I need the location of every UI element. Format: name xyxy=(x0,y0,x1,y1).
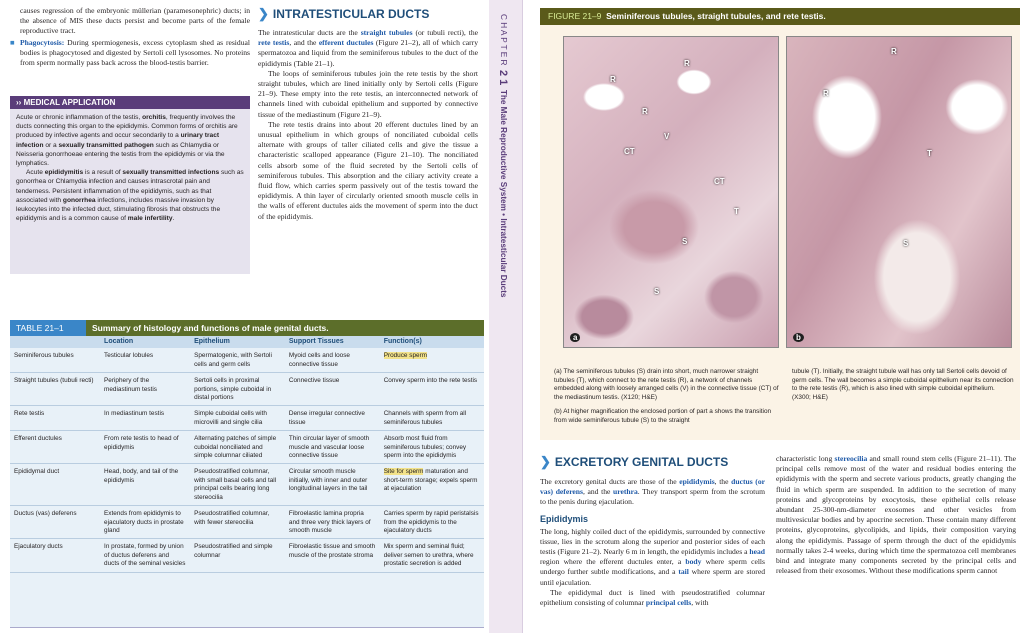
table-row xyxy=(10,506,484,539)
table-cell: Convey sperm into the rete testis xyxy=(380,373,484,406)
figure-21-9 xyxy=(540,8,1020,440)
table-cell: Alternating patches of simple cuboidal nonciliated and simple columnar ciliated xyxy=(190,431,285,464)
table-row xyxy=(10,464,484,506)
paragraph: The rete testis drains into about 20 efferent ductules lined by an unusual epithelium in which groups of nonciliated cuboidal cells alternate with groups of taller ciliated cells and give the tissue a characteristic scalloped appearance (Figure 21–10). The nonciliated cells absorb some of the fluid secreted by the Sertoli cells of seminiferous tubules. This absorption and the ciliary activity create a fluid flow, which carries sperm passively out of the testis toward the epididymis. A thin layer of circularly oriented smooth muscle cells in the walls of efferent ductules aids the movement of sperm into the duct of the epididymis. xyxy=(258,119,478,221)
table-title: Summary of histology and functions of male genital ducts. xyxy=(86,320,484,336)
column-header: Epithelium xyxy=(190,336,285,348)
table-row xyxy=(10,348,484,372)
table-cell: Thin circular layer of smooth muscle and vascular loose connective tissue xyxy=(285,431,380,464)
table-cell: Sertoli cells in proximal portions, simple cuboidal in distal portions xyxy=(190,373,285,406)
term: Phagocytosis: xyxy=(20,37,65,47)
table-cell: Epididymal duct xyxy=(10,464,100,506)
table-cell: Periphery of the mediastinum testis xyxy=(100,373,190,406)
caption-b: (b) At higher magnification the enclosed portion of part a shows the transition from wide seminiferous tubule (S) to the straight xyxy=(554,408,772,424)
table-row xyxy=(10,431,484,464)
table-cell: Absorb most fluid from seminiferous tubules; convey sperm into the epididymis xyxy=(380,431,484,464)
paragraph: causes regression of the embryonic müllerian (paramesonephric) ducts; in the absence of MIS these ducts persist and become parts of the female reproductive tract. xyxy=(20,6,250,36)
table-cell: Connective tissue xyxy=(285,373,380,406)
section-heading: ❯ EXCRETORY GENITAL DUCTS xyxy=(540,454,729,469)
column-header: Location xyxy=(100,336,190,348)
micrograph-b: R R T S b xyxy=(786,36,1012,348)
medical-paragraph-2: Acute epididymitis is a result of sexually transmitted infections such as gonorrhea or Chlamydia infection and causes intrascrotal pain and tenderness. Persistent inflammation of the epididymis, such as that associated with gonorrhea infections, includes massive invasion by leukocytes into the infected duct, stimulating fibrosis that obstructs the epididymis and is a common cause of male infertility. xyxy=(16,169,244,223)
table-cell: Testicular lobules xyxy=(100,348,190,372)
table-row xyxy=(10,373,484,406)
table-title-bar xyxy=(10,320,484,336)
intratesticular-section xyxy=(258,6,478,222)
chevron-icon: ❯ xyxy=(540,454,551,469)
table-cell: Channels with sperm from all seminiferous tubules xyxy=(380,406,484,431)
paragraph: characteristic long stereocilia and small round stem cells (Figure 21–11). The principal cells remove most of the water and residual bodies entering the epididymis with the sperm and secrete various products, greatly changing the fluid in which sperm are suspended. In addition to the secretion of many proteins and glycoproteins by exocytosis, these epithelial cells release abundant 25-300-nm-diameter exosomes and other vesicles from multivesicular bodies and by apocrine secretion. These contain many different proteins, glycoproteins, glycolipids, and lipids, their composition varying along the epididymis. Passage of sperm through the duct of the epididymis normally takes 2-4 weeks, during which time the spermatozoa cell membranes bind and integrate many components secreted by the principal cells and released from their exosomes. Without these modifications sperm cannot xyxy=(776,454,1016,576)
table-cell: Rete testis xyxy=(10,406,100,431)
table-cell: Extends from epididymis to ejaculatory ducts in prostate gland xyxy=(100,506,190,539)
spine-text: C H A P T E R 2 1 The Male Reproductive System • Intratesticular Ducts xyxy=(497,14,509,298)
subheading-epididymis: Epididymis xyxy=(540,513,589,524)
table-cell: Pseudostratified and simple columnar xyxy=(190,539,285,572)
chapter-spine xyxy=(489,0,523,633)
micrograph-a: R R R CT CT V T S S a xyxy=(563,36,779,348)
table-cell: Dense irregular connective tissue xyxy=(285,406,380,431)
title-text: MEDICAL APPLICATION xyxy=(23,98,116,107)
table-cell: Pseudostratified columnar, with fewer stereocilia xyxy=(190,506,285,539)
excretory-section xyxy=(540,454,765,608)
table-cell: Fibroelastic tissue and smooth muscle of the prostate stroma xyxy=(285,539,380,572)
caption-a: (a) The seminiferous tubules (S) drain into short, much narrower straight tubules (T), which connect to the rete testis (R), a network of channels embedded along with loosely arranged cells (V) in the connective tissue (CT) of the mediastinum testis. (X120; H&E) xyxy=(554,368,779,401)
table-cell: Mix sperm and seminal fluid; deliver semen to urethra, where prostatic secretion is added xyxy=(380,539,484,572)
summary-table xyxy=(10,336,484,573)
table-cell: Carries sperm by rapid peristalsis from the epididymis to the ejaculatory ducts xyxy=(380,506,484,539)
table-row xyxy=(10,406,484,431)
table-cell: Site for sperm maturation and short-term storage; expels sperm at ejaculation xyxy=(380,464,484,506)
section-heading: ❯ INTRATESTICULAR DUCTS xyxy=(258,6,430,21)
figure-label: FIGURE 21–9 xyxy=(548,11,602,21)
table-cell: Head, body, and tail of the epididymis xyxy=(100,464,190,506)
paragraph xyxy=(10,38,250,69)
figure-title-bar xyxy=(540,8,1020,25)
paragraph: The excretory genital ducts are those of the epididymis, the ductus (or vas) deferens, and the urethra. They transport sperm from the scrotum to the penis during ejaculation. xyxy=(540,477,765,507)
table-number: TABLE 21–1 xyxy=(10,320,86,336)
table-cell: Spermatogenic, with Sertoli cells and germ cells xyxy=(190,348,285,372)
excretory-right-column xyxy=(776,454,1016,576)
caption-c: tubule (T). Initially, the straight tubule wall has only tall Sertoli cells devoid of germ cells. The wall becomes a simple cuboidal epithelium near its connection to the rete testis (R), which is also lined with simple cuboidal epithelium. (X300; H&E) xyxy=(792,368,1014,401)
paragraph: The intratesticular ducts are the straight tubules (or tubuli recti), the rete testis, and the efferent ductules (Figure 21–2), all of which carry spermatozoa and liquid from the seminiferous tubules to the duct of the epididymis (Table 21–1). xyxy=(258,28,478,68)
figure-title: Seminiferous tubules, straight tubules, and rete testis. xyxy=(606,11,826,21)
table-cell: In prostate, formed by union of ductus deferens and ducts of the seminal vesicles xyxy=(100,539,190,572)
table-cell: Simple cuboidal cells with microvilli and single cilia xyxy=(190,406,285,431)
table-cell: From rete testis to head of epididymis xyxy=(100,431,190,464)
column-header: Support Tissues xyxy=(285,336,380,348)
table-cell: Straight tubules (tubuli recti) xyxy=(10,373,100,406)
table-cell: Produce sperm xyxy=(380,348,484,372)
table-cell: Circular smooth muscle initially, with inner and outer longitudinal layers in the tail xyxy=(285,464,380,506)
medical-application-box xyxy=(10,96,250,274)
table-cell: Seminiferous tubules xyxy=(10,348,100,372)
text: During spermiogenesis, excess cytoplasm shed as residual bodies is phagocytosed and digested by Sertoli cell lysosomes. No proteins from sperm normally pass back across the blood-testis barrier. xyxy=(20,37,250,68)
paragraph: The long, highly coiled duct of the epididymis, surrounded by connective tissue, lies in the scrotum along the superior and posterior sides of each testis (Figure 21–2). Nearly 6 m in length, the epididymis includes a head region where the efferent ductules enter, a body where sperm cells undergo further subtle modifications, and a tail where sperm are stored until ejaculation. xyxy=(540,526,765,587)
table-cell: Ejaculatory ducts xyxy=(10,539,100,572)
table-cell: Efferent ductules xyxy=(10,431,100,464)
table-cell: In mediastinum testis xyxy=(100,406,190,431)
medical-paragraph-1: Acute or chronic inflammation of the testis, orchitis, frequently involves the ducts connecting this organ to the epididymis. Common forms of orchitis are produced by infective agents and occur secondarily to a urinary tract infection or a sexually transmitted pathogen such as Chlamydia or Neisseria gonorrhoeae entering the testis from the epididymis or via the lymphatics. xyxy=(16,114,238,168)
table-cell: Myoid cells and loose connective tissue xyxy=(285,348,380,372)
left-top-text xyxy=(10,6,250,68)
table-cell: Ductus (vas) deferens xyxy=(10,506,100,539)
medical-application-title: ›› MEDICAL APPLICATION xyxy=(10,96,250,109)
paragraph: The epididymal duct is lined with pseudostratified columnar epithelium consisting of columnar principal cells, with xyxy=(540,587,765,608)
table-cell: Pseudostratified columnar, with small basal cells and tall principal cells bearing long stereocilia xyxy=(190,464,285,506)
table-row xyxy=(10,539,484,572)
bullet-icon: ■ xyxy=(10,37,15,47)
paragraph: The loops of seminiferous tubules join the rete testis by the short straight tubules, which are lined initially only by Sertoli cells (Figure 21–9). These empty into the rete testis, an interconnected network of channels lined with cuboidal epithelium and supported by connective tissue of the mediastinum (Figure 21–9). xyxy=(258,68,478,119)
column-header: Function(s) xyxy=(380,336,484,348)
column-header xyxy=(10,336,100,348)
chevron-icon: ❯ xyxy=(258,6,269,21)
table-cell: Fibroelastic lamina propria and three very thick layers of smooth muscle xyxy=(285,506,380,539)
table-21-1 xyxy=(10,320,484,628)
